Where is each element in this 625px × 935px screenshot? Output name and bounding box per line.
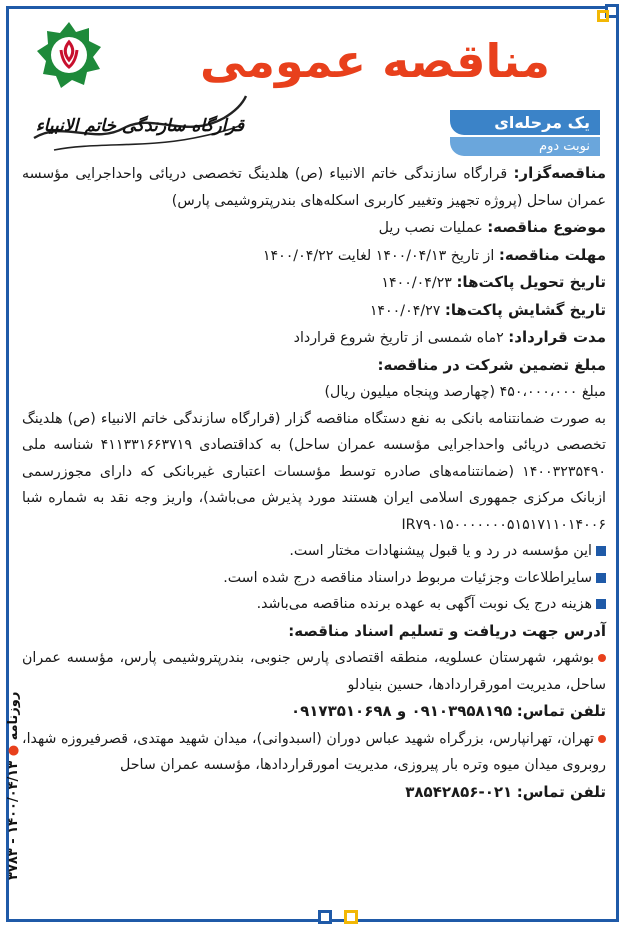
stage-tabs xyxy=(450,110,600,156)
opening-label: تاریخ گشایش پاکت‌ها: xyxy=(444,300,606,319)
subject-text: عملیات نصب ریل xyxy=(378,220,483,236)
address-1-text: بوشهر، شهرستان عسلویه، منطقه اقتصادی پارس جنوبی، بندرپتروشیمی پارس، مؤسسه عمران ساحل، مدیریت امورقراردادها، حسین بنیادلو xyxy=(22,650,606,693)
address-2-text: تهران، تهرانپارس، بزرگراه شهید عباس دوران (اسبدوانی)، میدان شهید مهتدی، قصرفیروزه شهدا، روبروی میدان میوه وتره بار پیروزی، مدیریت امورقراردادها، مؤسسه عمران ساحل xyxy=(22,730,606,773)
address-2 xyxy=(22,726,606,779)
delivery-line xyxy=(22,269,606,297)
deadline-line xyxy=(22,242,606,270)
duration-line xyxy=(22,324,606,352)
subject-label: موضوع مناقصه: xyxy=(487,218,606,236)
emblem-logo xyxy=(34,20,104,90)
deadline-label: مهلت مناقصه: xyxy=(498,245,606,264)
guarantee-label: مبلغ تضمین شرکت در مناقصه: xyxy=(377,355,606,374)
guarantee-amount: مبلغ ۴۵۰،۰۰۰،۰۰۰ (چهارصد وپنجاه میلیون ریال) xyxy=(324,384,606,400)
note-2-text: سایراطلاعات وجزئیات مربوط دراسناد مناقصه درج شده است. xyxy=(223,569,592,586)
bullet-square-icon xyxy=(596,573,606,583)
bullet-dot-icon xyxy=(598,735,606,743)
phone-1-label: تلفن تماس: xyxy=(516,702,606,720)
guarantee-text: به صورت ضمانتنامه بانکی به نفع دستگاه مناقصه گزار (قرارگاه سازندگی خاتم الانبیاء (ص) هلدینگ تخصصی دریائی واحداجرایی مؤسسه عمران ساحل) به کداقتصادی ۴۱۱۳۳۱۶۶۳۷۱۹ شناسه ملی ۱۴۰۰۳۲۳۵۴۹۰ (ضمانتنامه‌های صادره توسط مؤسسات اعتباری غیربانکی که دارای مجوزرسمی ازبانک مرکزی جمهوری اسلامی ایران هستند مورد پذیرش می‌باشد)، واریز وجه نقد به شماره شبا IR۷۹۰۱۵۰۰۰۰۰۰۰۵۱۵۱۷۱۱۰۱۴۰۰۶ xyxy=(22,410,606,533)
delivery-text: ۱۴۰۰/۰۴/۲۳ xyxy=(381,275,452,291)
note-1-text: این مؤسسه در رد و یا قبول پیشنهادات مختار است. xyxy=(289,543,592,559)
bullet-dot-icon xyxy=(598,654,606,662)
delivery-label: تاریخ تحویل پاکت‌ها: xyxy=(456,273,606,291)
phone-2-label: تلفن تماس: xyxy=(516,782,606,801)
duration-text: ۲ماه شمسی از تاریخ شروع قرارداد xyxy=(293,330,504,346)
note-3 xyxy=(22,591,606,618)
phone-1-line xyxy=(22,698,606,726)
opening-line xyxy=(22,297,606,325)
organizer-text: قرارگاه سازندگی خاتم الانبیاء (ص) هلدینگ تخصصی دریائی واحداجرایی مؤسسه عمران ساحل (پروژه تجهیز وتغییر کاربری اسکله‌های بندرپتروشیمی پارس) xyxy=(22,166,606,209)
organizer-line xyxy=(22,160,606,214)
ad-header xyxy=(20,14,610,164)
bottom-square-blue xyxy=(318,910,332,924)
note-1 xyxy=(22,538,606,565)
issue-text: ۱۴۰۰/۰۴/۱۳ - ۳۷۸۳ xyxy=(6,760,21,880)
ad-body xyxy=(22,160,606,806)
address-heading xyxy=(22,618,606,646)
organizer-label: مناقصه‌گزار: xyxy=(513,164,607,182)
newspaper-name: روزنامه xyxy=(6,691,21,741)
newspaper-issue xyxy=(6,692,21,880)
guarantee-heading xyxy=(22,352,606,380)
note-2 xyxy=(22,565,606,592)
signature-text: قرارگاه سازندگی خاتم الانبیاء xyxy=(35,116,244,136)
duration-label: مدت قرارداد: xyxy=(508,328,606,346)
bullet-square-icon xyxy=(596,599,606,609)
signature-logo xyxy=(24,90,254,160)
deadline-text: از تاریخ ۱۴۰۰/۰۴/۱۳ لغایت ۱۴۰۰/۰۴/۲۲ xyxy=(262,247,495,264)
phone-2-line xyxy=(22,779,606,807)
bullet-square-icon xyxy=(596,546,606,556)
bottom-square-yellow xyxy=(344,910,358,924)
phone-2-text: ۰۲۱-۳۸۵۴۲۸۵۶ xyxy=(405,782,513,801)
address-1 xyxy=(22,645,606,698)
address-label: آدرس جهت دریافت و تسلیم اسناد مناقصه: xyxy=(288,621,606,640)
opening-text: ۱۴۰۰/۰۴/۲۷ xyxy=(369,302,441,319)
tab-round: نوبت دوم xyxy=(450,137,600,156)
page-title: مناقصه عمومی xyxy=(199,34,550,88)
note-3-text: هزینه درج یک نوبت آگهی به عهده برنده مناقصه می‌باشد. xyxy=(256,596,592,612)
phone-1-text: ۰۹۱۰۳۹۵۸۱۹۵ و ۰۹۱۷۳۵۱۰۶۹۸ xyxy=(290,702,513,720)
tab-stage: یک مرحله‌ای xyxy=(450,110,600,135)
subject-line xyxy=(22,214,606,242)
newspaper-logo-icon: ● xyxy=(6,744,21,757)
